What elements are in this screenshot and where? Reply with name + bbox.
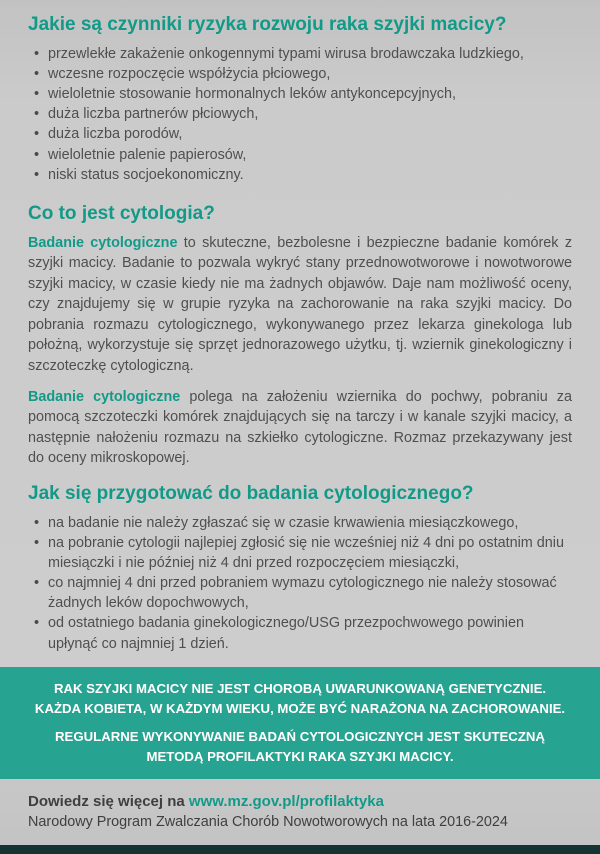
bullet-item: • wieloletnie stosowanie hormonalnych leków antykoncepcyjnych, bbox=[34, 84, 572, 104]
risk-section-title: Jakie są czynniki ryzyka rozwoju raka szyjki macicy? bbox=[28, 14, 507, 35]
bullet-item: • przewlekłe zakażenie onkogennymi typami wirusa brodawczaka ludzkiego, bbox=[34, 44, 572, 64]
more-info-line bbox=[28, 793, 572, 810]
bullet-item: • wczesne rozpoczęcie współżycia płciowego, bbox=[34, 64, 572, 84]
footer bbox=[0, 779, 600, 830]
program-name: Narodowy Program Zwalczania Chorób Nowotworowych na lata 2016-2024 bbox=[28, 813, 508, 830]
bullet-item: • od ostatniego badania ginekologicznego/USG przezpochwowego powinien upłynąć co najmniej 1 dzień. bbox=[34, 613, 572, 653]
cytology-p1-lead: Badanie cytologiczne bbox=[28, 234, 178, 251]
more-info-label: Dowiedz się więcej na bbox=[28, 792, 189, 810]
banner-statement-1: RAK SZYJKI MACICY NIE JEST CHOROBĄ UWARUNKOWANĄ GENETYCZNIE. KAŻDA KOBIETA, W KAŻDYM WIEKU, MOŻE BYĆ NARAŻONA NA ZACHOROWANIE. bbox=[34, 680, 566, 716]
bullet-item: • wieloletnie palenie papierosów, bbox=[34, 145, 572, 165]
cytology-paragraph-2 bbox=[28, 387, 572, 469]
prep-bullet-list bbox=[28, 513, 572, 654]
info-banner bbox=[0, 667, 600, 779]
bullet-item: • duża liczba porodów, bbox=[34, 124, 572, 144]
bullet-item: • niski status socjoekonomiczny. bbox=[34, 165, 572, 185]
bullet-item: • na pobranie cytologii najlepiej zgłosić się nie wcześniej niż 4 dni po ostatnim dniu miesiączki i nie później niż 4 dni przed rozpoczęciem miesiączki, bbox=[34, 533, 572, 573]
prep-section-title: Jak się przygotować do badania cytologicznego? bbox=[28, 482, 474, 504]
cytology-paragraph-1 bbox=[28, 233, 572, 376]
risk-bullet-list bbox=[28, 44, 572, 185]
bullet-item: • duża liczba partnerów płciowych, bbox=[34, 104, 572, 124]
cytology-p1-text: to skuteczne, bezbolesne i bezpieczne badanie komórek z szyjki macicy. Badanie to pozwala wykryć stany przednowotworowe i nowotworowe szyjki macicy, w czasie kiedy nie ma żadnych objawów. Daje nam możliwość oceny, czy znajdujemy się w grupie ryzyka na zachorowanie na raka szyjki macicy. Do pobrania rozmazu cytologicznego, wykonywanego przez lekarza ginekologa lub położną, wykorzystuje się sprzęt jednorazowego użytku, tj. wziernik ginekologiczny i szczoteczkę cytologiczną. bbox=[28, 234, 573, 374]
banner-statement-2: REGULARNE WYKONYWANIE BADAŃ CYTOLOGICZNYCH JEST SKUTECZNĄ METODĄ PROFILAKTYKI RAKA SZYJKI MACICY. bbox=[55, 729, 545, 765]
cytology-p2-lead: Badanie cytologiczne bbox=[28, 388, 181, 405]
website-link[interactable]: www.mz.gov.pl/profilaktyka bbox=[188, 792, 384, 810]
bullet-item: • na badanie nie należy zgłaszać się w czasie krwawienia miesiączkowego, bbox=[34, 513, 572, 533]
cytology-p2-text: polega na założeniu wziernika do pochwy, pobraniu za pomocą szczoteczki komórek znajdujących się na tarczy i w kanale szyjki macicy, a następnie nałożeniu rozmazu na szkiełko cytologiczne. Rozmaz przekazywany jest do oceny mikroskopowej. bbox=[28, 388, 572, 467]
bullet-item: • co najmniej 4 dni przed pobraniem wymazu cytologicznego nie należy stosować żadnych leków dopochwowych, bbox=[34, 573, 572, 613]
cytology-section-title: Co to jest cytologia? bbox=[28, 202, 215, 224]
bottom-strip bbox=[0, 845, 600, 854]
